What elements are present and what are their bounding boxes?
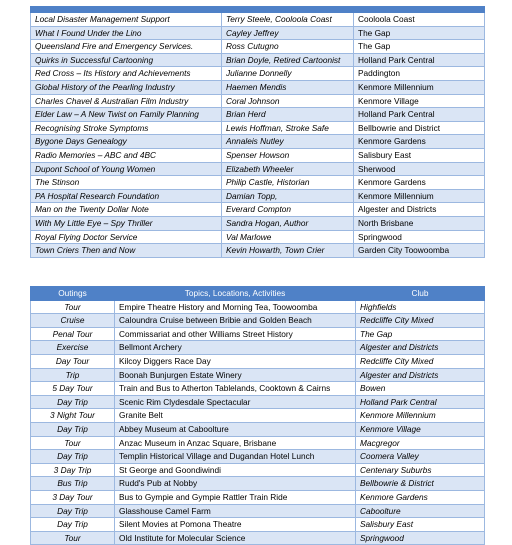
- club-cell: Bowen: [356, 382, 485, 396]
- outing-cell: Penal Tour: [31, 327, 115, 341]
- club-cell: Redcliffe City Mixed: [356, 314, 485, 328]
- outing-cell: Trip: [31, 368, 115, 382]
- table-row: [31, 189, 485, 203]
- club-cell: Salisbury East: [356, 518, 485, 532]
- club-cell: Bellbowrie & District: [356, 477, 485, 491]
- club-cell: Caboolture: [356, 504, 485, 518]
- club-cell: The Gap: [354, 40, 485, 54]
- presenter-cell: Elizabeth Wheeler: [222, 162, 354, 176]
- topic-cell: The Stinson: [31, 176, 222, 190]
- presenter-cell: Kevin Howarth, Town Crier: [222, 244, 354, 258]
- club-cell: Kenmore Millennium: [354, 80, 485, 94]
- presenter-cell: Annaleis Nutley: [222, 135, 354, 149]
- activity-cell: Anzac Museum in Anzac Square, Brisbane: [115, 436, 356, 450]
- club-cell: Kenmore Gardens: [356, 490, 485, 504]
- outing-cell: 5 Day Tour: [31, 382, 115, 396]
- table-row: [31, 108, 485, 122]
- table-row: [31, 216, 485, 230]
- outing-cell: Day Trip: [31, 504, 115, 518]
- club-cell: The Gap: [356, 327, 485, 341]
- outing-cell: Tour: [31, 300, 115, 314]
- outing-cell: Day Trip: [31, 450, 115, 464]
- presenter-cell: Ross Cutugno: [222, 40, 354, 54]
- club-cell: The Gap: [354, 26, 485, 40]
- table-row: [31, 436, 485, 450]
- club-cell: Redcliffe City Mixed: [356, 354, 485, 368]
- topic-cell: Elder Law – A New Twist on Family Planning: [31, 108, 222, 122]
- topic-cell: Dupont School of Young Women: [31, 162, 222, 176]
- club-cell: Coomera Valley: [356, 450, 485, 464]
- presenter-cell: Haemen Mendis: [222, 80, 354, 94]
- table-row: [31, 40, 485, 54]
- activity-cell: Glasshouse Camel Farm: [115, 504, 356, 518]
- club-cell: Holland Park Central: [354, 108, 485, 122]
- activity-cell: St George and Goondiwindi: [115, 463, 356, 477]
- table-row: [31, 450, 485, 464]
- topics-header: Topics, Locations, Activities: [115, 287, 356, 301]
- table-row: [31, 477, 485, 491]
- table-row: [31, 518, 485, 532]
- outings-header: Outings: [31, 287, 115, 301]
- table-row: [31, 463, 485, 477]
- activity-cell: Scenic Rim Clydesdale Spectacular: [115, 395, 356, 409]
- table-row: [31, 382, 485, 396]
- club-cell: Algester and Districts: [356, 341, 485, 355]
- topic-cell: Radio Memories – ABC and 4BC: [31, 148, 222, 162]
- club-cell: Holland Park Central: [354, 53, 485, 67]
- presenter-cell: Val Marlowe: [222, 230, 354, 244]
- outing-cell: Tour: [31, 531, 115, 545]
- table-row: [31, 409, 485, 423]
- activity-cell: Boonah Bunjurgen Estate Winery: [115, 368, 356, 382]
- club-cell: Kenmore Village: [356, 422, 485, 436]
- activity-cell: Granite Belt: [115, 409, 356, 423]
- outing-cell: Exercise: [31, 341, 115, 355]
- table-row: [31, 230, 485, 244]
- activity-cell: Templin Historical Village and Dugandan Hotel Lunch: [115, 450, 356, 464]
- table-row: [31, 80, 485, 94]
- table-row: [31, 490, 485, 504]
- table-header-row: [31, 287, 485, 301]
- presenter-cell: Terry Steele, Cooloola Coast: [222, 13, 354, 27]
- club-cell: Cooloola Coast: [354, 13, 485, 27]
- table-row: [31, 354, 485, 368]
- topic-cell: With My Little Eye – Spy Thriller: [31, 216, 222, 230]
- presenter-cell: Cayley Jeffrey: [222, 26, 354, 40]
- table-row: [31, 121, 485, 135]
- activity-cell: Silent Movies at Pomona Theatre: [115, 518, 356, 532]
- club-cell: Kenmore Millennium: [354, 189, 485, 203]
- activity-cell: Bus to Gympie and Gympie Rattler Train Ride: [115, 490, 356, 504]
- outings-table: [30, 286, 485, 545]
- topic-cell: PA Hospital Research Foundation: [31, 189, 222, 203]
- club-cell: Kenmore Gardens: [354, 135, 485, 149]
- activity-cell: Rudd's Pub at Nobby: [115, 477, 356, 491]
- table-row: [31, 203, 485, 217]
- club-cell: Kenmore Millennium: [356, 409, 485, 423]
- activity-cell: Train and Bus to Atherton Tablelands, Cooktown & Cairns: [115, 382, 356, 396]
- club-cell: Salisbury East: [354, 148, 485, 162]
- club-cell: Macgregor: [356, 436, 485, 450]
- table-row: [31, 67, 485, 81]
- topic-cell: Bygone Days Genealogy: [31, 135, 222, 149]
- topic-cell: Queensland Fire and Emergency Services.: [31, 40, 222, 54]
- presenter-cell: Sandra Hogan, Author: [222, 216, 354, 230]
- topic-cell: Local Disaster Management Support: [31, 13, 222, 27]
- club-cell: Centenary Suburbs: [356, 463, 485, 477]
- club-cell: Springwood: [354, 230, 485, 244]
- club-cell: Algester and Districts: [354, 203, 485, 217]
- activity-cell: Bellmont Archery: [115, 341, 356, 355]
- topic-cell: What I Found Under the Lino: [31, 26, 222, 40]
- club-cell: Kenmore Gardens: [354, 176, 485, 190]
- outing-cell: 3 Day Tour: [31, 490, 115, 504]
- club-cell: Springwood: [356, 531, 485, 545]
- presenter-cell: Brian Doyle, Retired Cartoonist: [222, 53, 354, 67]
- topic-cell: Town Criers Then and Now: [31, 244, 222, 258]
- activity-cell: Old Institute for Molecular Science: [115, 531, 356, 545]
- table-row: [31, 94, 485, 108]
- table-row: [31, 162, 485, 176]
- topic-cell: Man on the Twenty Dollar Note: [31, 203, 222, 217]
- club-cell: Bellbowrie and District: [354, 121, 485, 135]
- topic-cell: Charles Chavel & Australian Film Industry: [31, 94, 222, 108]
- presenter-cell: Coral Johnson: [222, 94, 354, 108]
- activity-cell: Abbey Museum at Caboolture: [115, 422, 356, 436]
- topic-cell: Global History of the Pearling Industry: [31, 80, 222, 94]
- activity-cell: Kilcoy Diggers Race Day: [115, 354, 356, 368]
- club-cell: Holland Park Central: [356, 395, 485, 409]
- activity-cell: Commissariat and other Williams Street History: [115, 327, 356, 341]
- club-cell: Sherwood: [354, 162, 485, 176]
- activity-cell: Empire Theatre History and Morning Tea, Toowoomba: [115, 300, 356, 314]
- topic-cell: Quirks in Successful Cartooning: [31, 53, 222, 67]
- table-row: [31, 26, 485, 40]
- club-cell: Highfields: [356, 300, 485, 314]
- presenter-cell: Everard Compton: [222, 203, 354, 217]
- topic-cell: Royal Flying Doctor Service: [31, 230, 222, 244]
- table-row: [31, 314, 485, 328]
- presenter-cell: Brian Herd: [222, 108, 354, 122]
- club-cell: North Brisbane: [354, 216, 485, 230]
- table-row: [31, 135, 485, 149]
- club-cell: Algester and Districts: [356, 368, 485, 382]
- club-header: Club: [356, 287, 485, 301]
- activity-cell: Caloundra Cruise between Bribie and Golden Beach: [115, 314, 356, 328]
- table-row: [31, 13, 485, 27]
- presenter-cell: Damian Topp,: [222, 189, 354, 203]
- outing-cell: Day Trip: [31, 395, 115, 409]
- outing-cell: 3 Day Trip: [31, 463, 115, 477]
- outing-cell: Tour: [31, 436, 115, 450]
- outing-cell: Day Trip: [31, 518, 115, 532]
- presenter-cell: Philip Castle, Historian: [222, 176, 354, 190]
- club-cell: Paddington: [354, 67, 485, 81]
- table-row: [31, 368, 485, 382]
- table-row: [31, 300, 485, 314]
- table-row: [31, 244, 485, 258]
- table-row: [31, 341, 485, 355]
- table-row: [31, 327, 485, 341]
- table-row: [31, 504, 485, 518]
- table-row: [31, 176, 485, 190]
- topic-cell: Red Cross – Its History and Achievements: [31, 67, 222, 81]
- outing-cell: Day Trip: [31, 422, 115, 436]
- table-row: [31, 531, 485, 545]
- outing-cell: Day Tour: [31, 354, 115, 368]
- presenter-cell: Spenser Howson: [222, 148, 354, 162]
- table-row: [31, 53, 485, 67]
- club-cell: Kenmore Village: [354, 94, 485, 108]
- speakers-table: [30, 6, 485, 258]
- table-row: [31, 422, 485, 436]
- outing-cell: Cruise: [31, 314, 115, 328]
- table-row: [31, 395, 485, 409]
- outing-cell: Bus Trip: [31, 477, 115, 491]
- club-cell: Garden City Toowoomba: [354, 244, 485, 258]
- outing-cell: 3 Night Tour: [31, 409, 115, 423]
- presenter-cell: Julianne Donnelly: [222, 67, 354, 81]
- topic-cell: Recognising Stroke Symptoms: [31, 121, 222, 135]
- presenter-cell: Lewis Hoffman, Stroke Safe: [222, 121, 354, 135]
- table-row: [31, 148, 485, 162]
